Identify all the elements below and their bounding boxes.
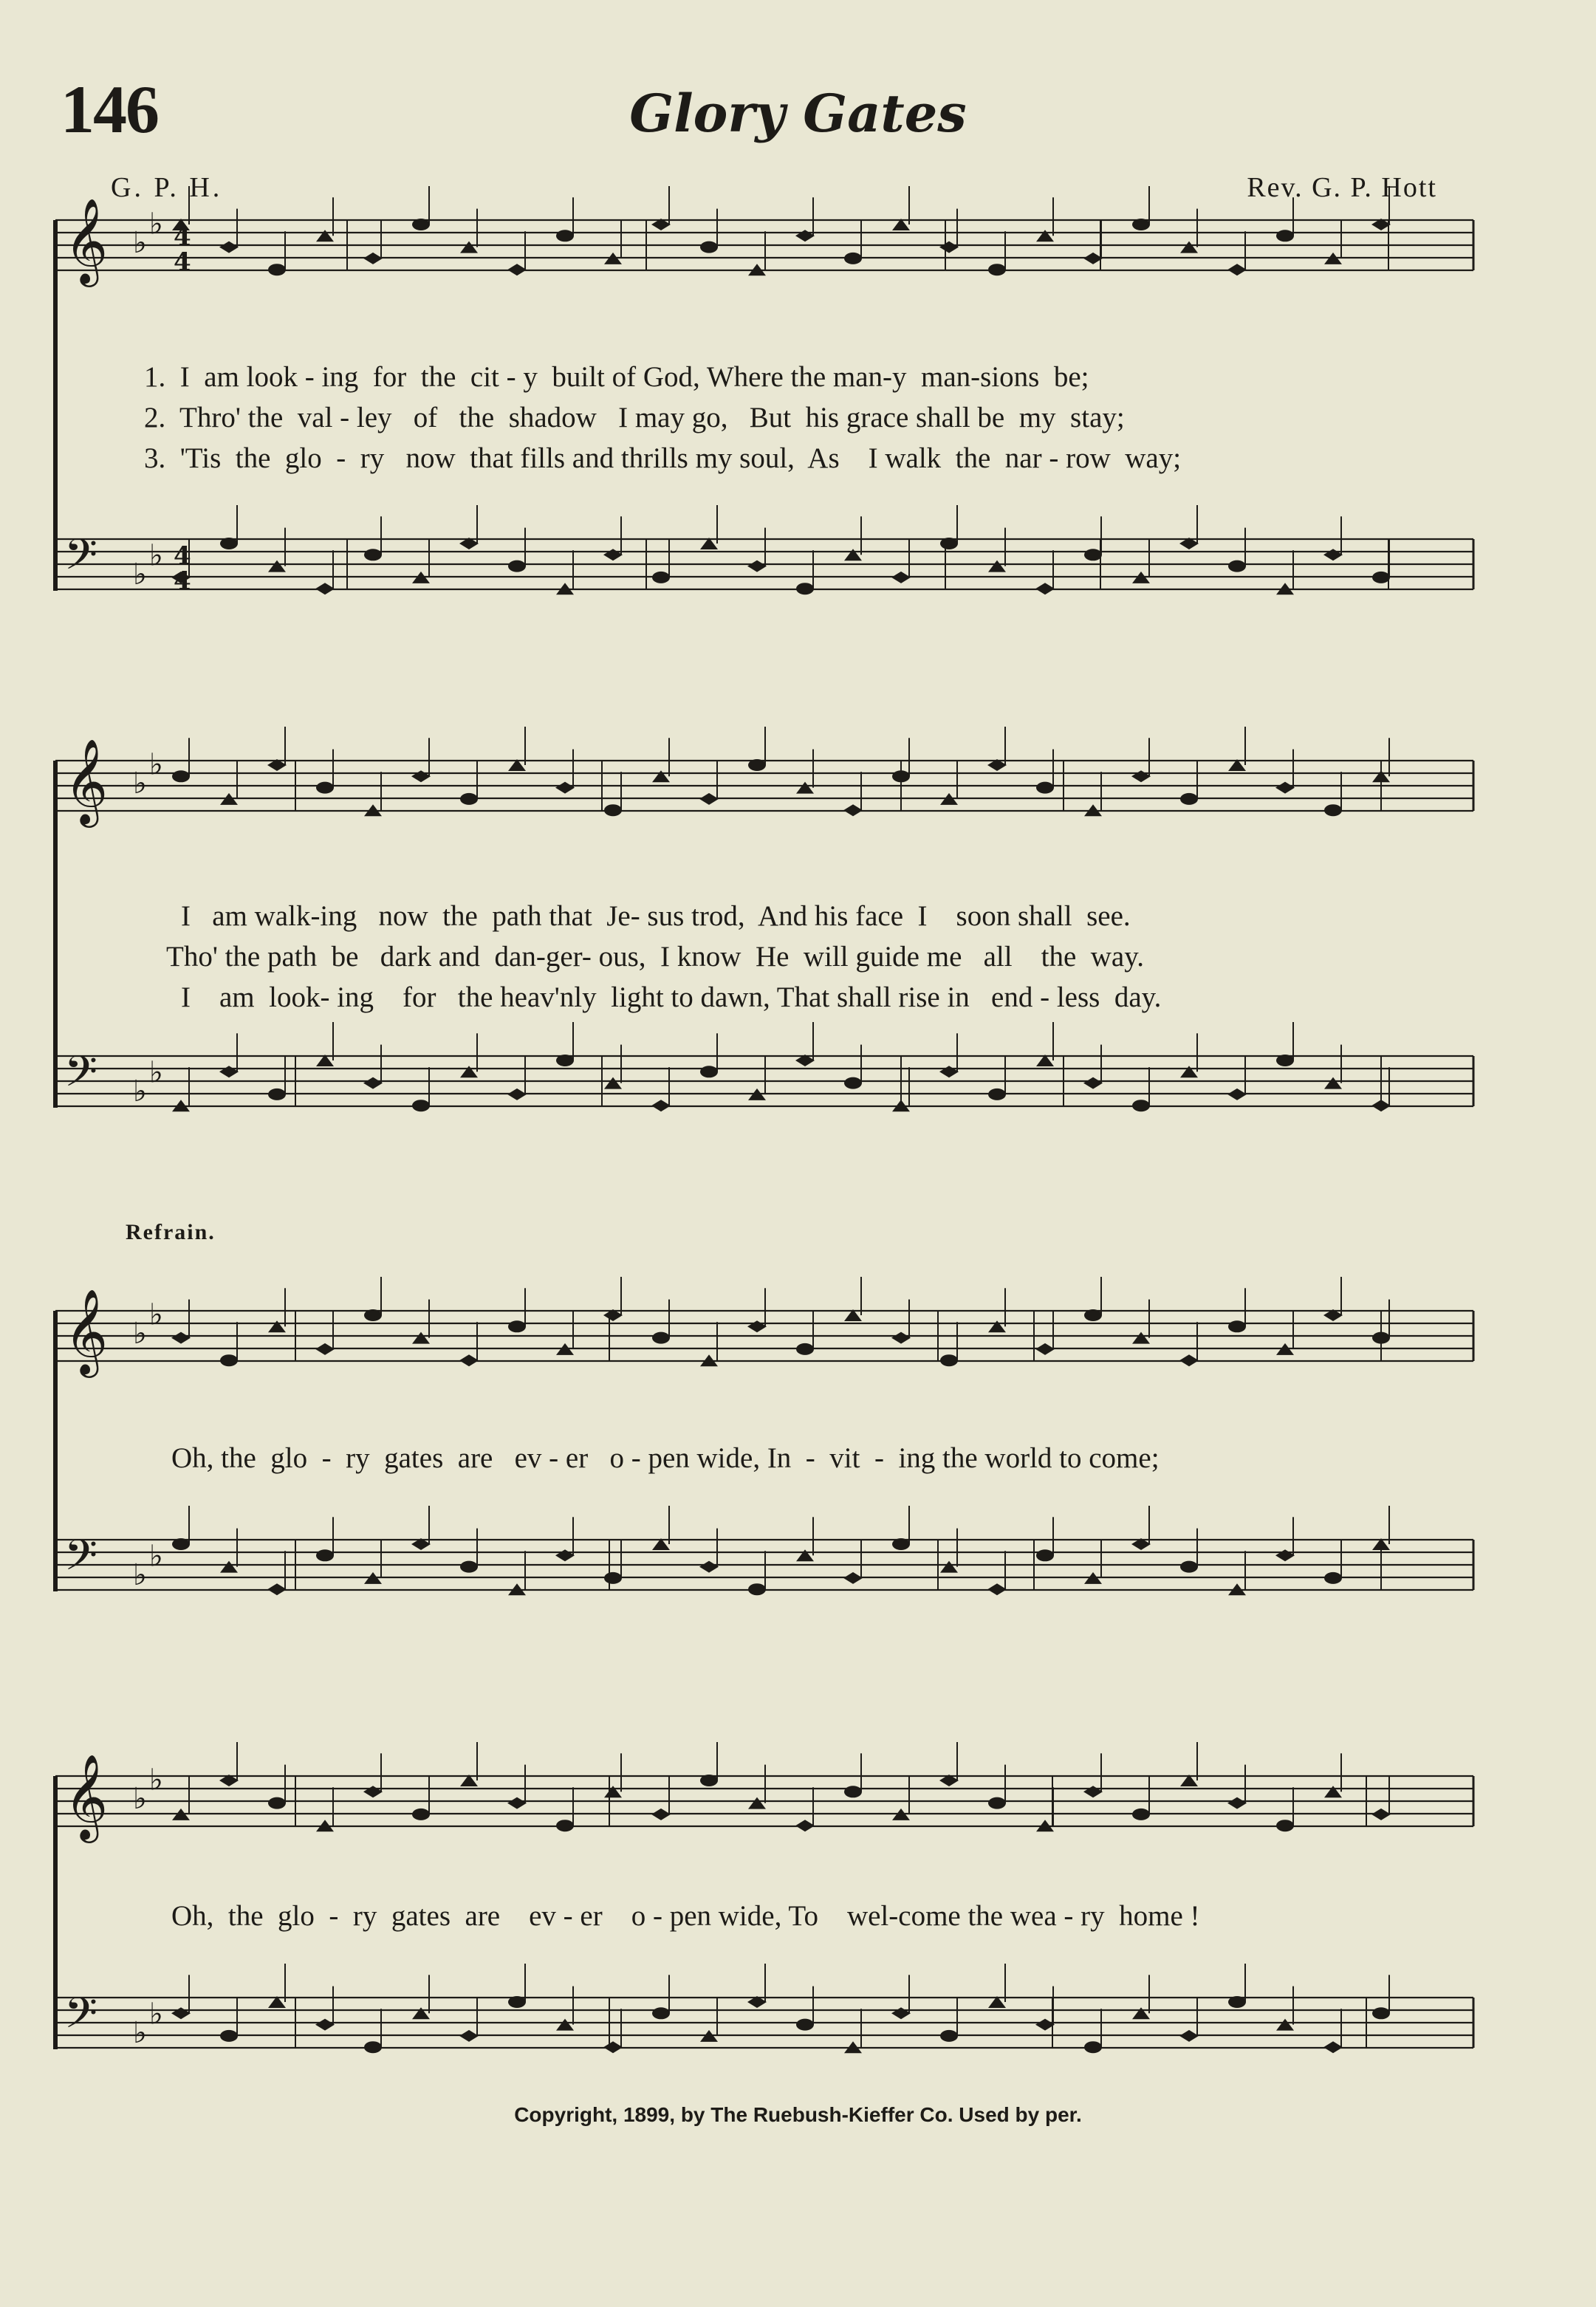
flat-icon: ♭ [149,207,163,241]
shape-note [555,782,575,794]
flat-icon: ♭ [133,1558,147,1592]
shape-note [363,1786,383,1797]
page-number: 146 [61,72,158,147]
treble-clef-icon: 𝄞 [64,1753,109,1840]
shape-note [219,241,239,253]
shape-note [748,1583,766,1595]
shape-note [748,759,766,771]
shape-note [268,264,286,275]
shape-note [364,549,382,561]
shape-note [988,1089,1006,1100]
shape-note [796,2019,814,2031]
shape-note [651,1100,671,1111]
shape-note [1276,1055,1294,1066]
shape-note [171,1332,191,1344]
shape-note [412,1100,430,1111]
shape-note [1227,1089,1247,1100]
bass-clef-icon: 𝄢 [64,529,98,590]
shape-note [1180,793,1198,805]
shape-note [315,583,335,594]
shape-note [507,1797,527,1809]
shape-note [891,1332,911,1344]
flat-icon: ♭ [133,226,147,260]
words-author: G. P. H. [111,172,223,203]
shape-note [508,1996,526,2008]
shape-note [1084,2041,1102,2053]
shape-note [1323,549,1343,561]
shape-note [460,793,478,805]
shape-note [940,538,958,549]
shape-note [268,1320,286,1332]
shape-note [1083,1786,1103,1797]
shape-note [603,2041,623,2053]
shape-note [892,1538,910,1550]
verse-1-line-1: 1. I am look - ing for the cit - y built of God, Where the man-y man-sions be; [144,361,1089,393]
flat-icon: ♭ [133,558,147,592]
shape-note [604,1077,622,1089]
shape-note [460,1066,478,1077]
shape-note [171,2007,191,2019]
shape-note [604,1572,622,1584]
shape-note [460,1561,478,1573]
treble-clef-icon: 𝄞 [64,1288,109,1374]
shape-note [268,1089,286,1100]
shape-note [1372,2007,1390,2019]
treble-clef-icon: 𝄞 [64,197,109,284]
shape-note [268,1797,286,1809]
shape-note [747,1320,767,1332]
shape-note [988,1797,1006,1809]
verse-3-line-2: I am look- ing for the heav'nly light to dawn, That shall rise in end - less day. [181,981,1162,1013]
shape-note [652,770,670,782]
shape-note [364,1309,382,1321]
shape-note [748,1797,766,1809]
copyright-notice: Copyright, 1899, by The Ruebush-Kieffer Co. Used by per. [514,2103,1082,2126]
refrain-line-2: Oh, the glo - ry gates are ev - er o - pen wide, To wel-come the wea - ry home ! [171,1900,1200,1932]
shape-note [796,782,814,794]
shape-note [1227,1797,1247,1809]
shape-note [700,241,718,253]
shape-note [939,241,959,253]
shape-note [459,2030,479,2042]
shape-note [1083,1077,1103,1089]
shape-note [700,1066,718,1077]
shape-note [267,1583,287,1595]
time-signature: 4 [174,566,191,596]
flat-icon: ♭ [133,2016,147,2050]
shape-note [459,1354,479,1366]
shape-note [843,804,863,816]
shape-note [700,1775,718,1786]
shape-note [699,1561,719,1573]
shape-note [1132,1100,1150,1111]
shape-note [1180,241,1198,253]
shape-note [1323,2041,1343,2053]
flat-icon: ♭ [133,1074,147,1108]
flat-icon: ♭ [149,747,163,782]
music-author: Rev. G. P. Hott [1247,172,1437,203]
shape-note [508,1320,526,1332]
shape-note [412,2007,430,2019]
shape-note [1035,1343,1055,1355]
shape-note [1179,1354,1199,1366]
shape-note [1276,1820,1294,1831]
shape-note [844,549,862,561]
shape-note [892,770,910,782]
shape-note [652,2007,670,2019]
bass-clef-icon: 𝄢 [64,1046,98,1107]
shape-note [411,770,431,782]
flat-icon: ♭ [149,1298,163,1332]
shape-note [315,2019,335,2031]
verse-2-line-1: 2. Thro' the val - ley of the shadow I may go, But his grace shall be my stay; [144,402,1125,433]
shape-note [220,1561,238,1573]
shape-note [363,1077,383,1089]
shape-note [988,561,1006,572]
verse-3-line-1: 3. 'Tis the glo - ry now that fills and thrills my soul, As I walk the nar - row way; [144,442,1182,474]
shape-note [316,1549,334,1561]
shape-note [556,1820,574,1831]
shape-note [220,538,238,549]
shape-note [844,1077,862,1089]
shape-note [172,1538,190,1550]
shape-note [940,1561,958,1573]
shape-note [939,1066,959,1077]
shape-note [316,782,334,794]
shape-note [843,1572,863,1584]
flat-icon: ♭ [149,1997,163,2032]
verse-1-line-2: I am walk-ing now the path that Je- sus trod, And his face I soon shall see. [181,900,1131,932]
shape-note [1084,549,1102,561]
shape-note [315,1343,335,1355]
bass-clef-icon: 𝄢 [64,1530,98,1591]
flat-icon: ♭ [149,1763,163,1797]
flat-icon: ♭ [133,1317,147,1351]
shape-note [460,241,478,253]
shape-note [796,583,814,594]
shape-note [1324,804,1342,816]
time-signature: 4 [174,541,191,571]
shape-note [844,253,862,264]
shape-note [603,549,623,561]
shape-note [1228,1320,1246,1332]
shape-note [268,561,286,572]
shape-note [1035,583,1055,594]
shape-note [219,1066,239,1077]
shape-note [1132,1332,1150,1344]
flat-icon: ♭ [149,1055,163,1090]
shape-note [604,1786,622,1797]
flat-icon: ♭ [133,767,147,801]
shape-note [412,219,430,230]
shape-note [1324,1786,1342,1797]
verse-2-line-2: Tho' the path be dark and dan-ger- ous, I know He will guide me all the way. [166,941,1144,973]
shape-note [507,264,527,275]
shape-note [1275,782,1295,794]
shape-note [987,1583,1007,1595]
time-signature: 4 [174,247,191,277]
shape-note [1324,1572,1342,1584]
shape-note [795,1820,815,1831]
bass-clef-icon: 𝄢 [64,1988,98,2049]
shape-note [795,230,815,241]
shape-note [747,561,767,572]
shape-note [1180,1561,1198,1573]
shape-note [844,1786,862,1797]
shape-note [891,2007,911,2019]
shape-note [652,572,670,583]
shape-note [604,804,622,816]
flat-icon: ♭ [149,1539,163,1574]
refrain-label: Refrain. [126,1220,216,1244]
shape-note [1180,1066,1198,1077]
shape-note [652,1332,670,1344]
flat-icon: ♭ [133,1782,147,1816]
shape-note [1036,1549,1054,1561]
shape-note [1324,1077,1342,1089]
shape-note [1228,1996,1246,2008]
shape-note [412,1809,430,1820]
shape-note [1371,1100,1391,1111]
shape-note [316,230,334,241]
shape-note [988,1320,1006,1332]
shape-note [364,2041,382,2053]
shape-note [988,264,1006,275]
shape-note [1179,2030,1199,2042]
shape-note [891,572,911,583]
shape-note [940,1354,958,1366]
time-signature: 4 [174,222,191,252]
shape-note [796,1549,814,1561]
shape-note [1227,264,1247,275]
shape-note [1036,782,1054,794]
shape-note [1276,230,1294,241]
shape-note [508,561,526,572]
shape-note [1131,770,1151,782]
shape-note [1372,770,1390,782]
shape-note [1132,2007,1150,2019]
refrain-line-1: Oh, the glo - ry gates are ev - er o - pen wide, In - vit - ing the world to come; [171,1442,1160,1474]
treble-clef-icon: 𝄞 [64,738,109,824]
shape-note [1084,1309,1102,1321]
shape-note [556,230,574,241]
shape-note [172,770,190,782]
hymn-title: Glory Gates [629,83,967,144]
shape-note [1372,572,1390,583]
shape-note [555,1549,575,1561]
shape-note [1372,1332,1390,1344]
shape-note [651,1809,671,1820]
shape-note [220,2030,238,2042]
shape-note [796,1343,814,1355]
shape-note [1132,219,1150,230]
shape-note [1132,1809,1150,1820]
shape-note [1275,1549,1295,1561]
shape-note [1371,1809,1391,1820]
shape-note [940,2030,958,2042]
shape-note [556,2019,574,2031]
shape-note [220,1354,238,1366]
shape-note [556,1055,574,1066]
shape-note [1276,2019,1294,2031]
shape-note [363,253,383,264]
shape-note [412,1332,430,1344]
flat-icon: ♭ [149,538,163,573]
shape-note [1228,561,1246,572]
shape-note [1036,230,1054,241]
shape-note [699,793,719,805]
shape-note [507,1089,527,1100]
